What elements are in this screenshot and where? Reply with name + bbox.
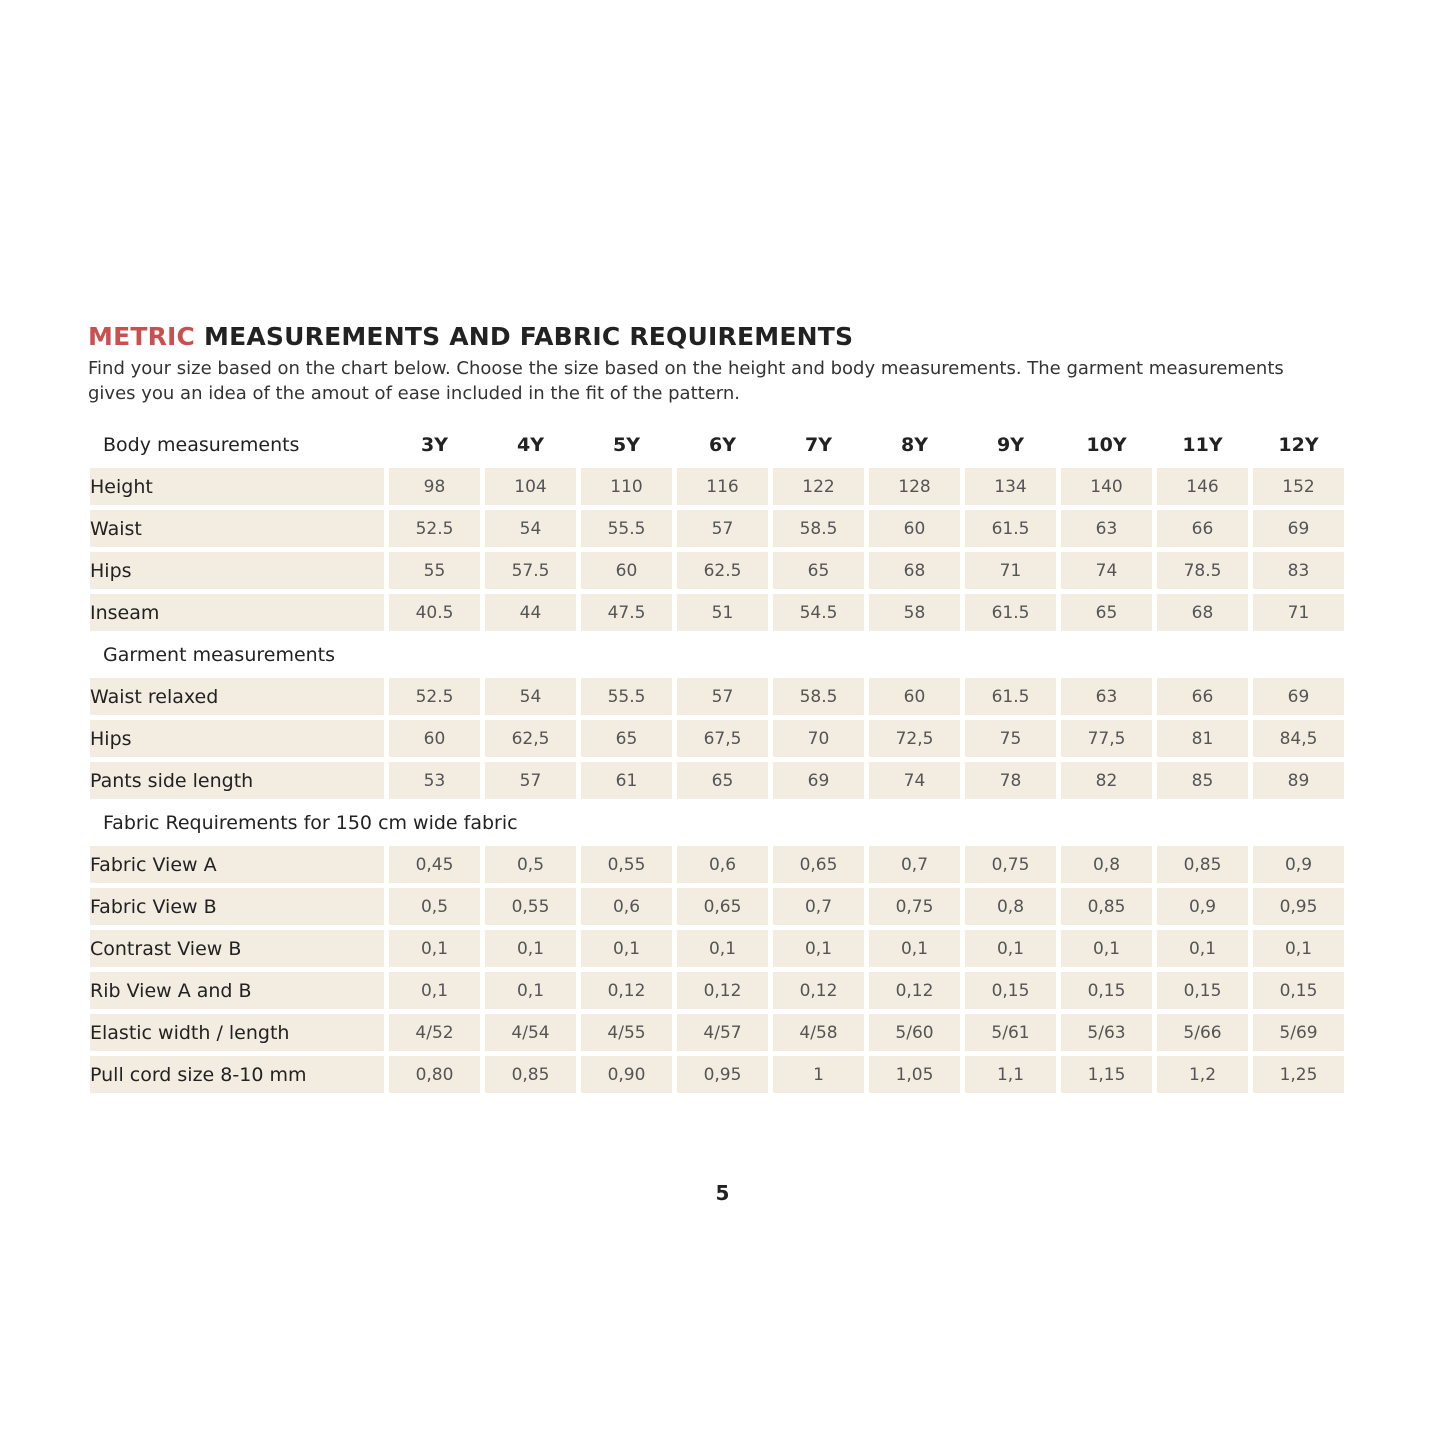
- table-cell: 0,1: [389, 930, 480, 967]
- section-header-row: [90, 636, 1344, 673]
- size-column-header: 12Y: [1278, 433, 1319, 456]
- table-cell: 0,45: [389, 846, 480, 883]
- table-cell: 0,15: [1253, 972, 1344, 1009]
- table-row: [90, 1014, 1344, 1051]
- section-label: Garment measurements: [103, 643, 336, 666]
- table-cell: 0,65: [773, 846, 864, 883]
- table-cell: 0,1: [773, 930, 864, 967]
- table-cell: 0,12: [773, 972, 864, 1009]
- table-cell: 0,80: [389, 1056, 480, 1093]
- row-label: Contrast View B: [90, 930, 384, 967]
- table-cell: 0,1: [1157, 930, 1248, 967]
- table-cell: 146: [1157, 468, 1248, 505]
- table-cell: 65: [581, 720, 672, 757]
- table-cell: 61.5: [965, 594, 1056, 631]
- section-label: Body measurements: [103, 433, 300, 456]
- table-cell: 55.5: [581, 678, 672, 715]
- table-cell: 62.5: [677, 552, 768, 589]
- table-cell: 0,15: [1061, 972, 1152, 1009]
- table-cell: 0,15: [965, 972, 1056, 1009]
- row-label: Hips: [90, 552, 384, 589]
- table-cell: 0,55: [581, 846, 672, 883]
- section-label: Fabric Requirements for 150 cm wide fabric: [103, 811, 518, 834]
- table-cell: 68: [869, 552, 960, 589]
- table-row: [90, 594, 1344, 631]
- table-cell: 71: [965, 552, 1056, 589]
- row-label: Pants side length: [90, 762, 384, 799]
- row-label: Waist relaxed: [90, 678, 384, 715]
- table-cell: 85: [1157, 762, 1248, 799]
- table-cell: 0,95: [1253, 888, 1344, 925]
- table-cell: 0,6: [677, 846, 768, 883]
- table-cell: 0,5: [389, 888, 480, 925]
- table-cell: 66: [1157, 510, 1248, 547]
- table-cell: 53: [389, 762, 480, 799]
- table-row: [90, 678, 1344, 715]
- table-cell: 60: [581, 552, 672, 589]
- table-cell: 55.5: [581, 510, 672, 547]
- table-cell: 74: [869, 762, 960, 799]
- table-cell: 128: [869, 468, 960, 505]
- table-cell: 1: [773, 1056, 864, 1093]
- intro-line-2: gives you an idea of the amout of ease included in the fit of the pattern.: [88, 383, 740, 404]
- table-row: [90, 468, 1344, 505]
- row-label: Height: [90, 468, 384, 505]
- size-column-header: 6Y: [709, 433, 736, 456]
- table-cell: 60: [389, 720, 480, 757]
- table-cell: 65: [677, 762, 768, 799]
- table-cell: 58.5: [773, 510, 864, 547]
- table-cell: 5/66: [1157, 1014, 1248, 1051]
- table-cell: 57: [677, 678, 768, 715]
- table-cell: 58: [869, 594, 960, 631]
- table-cell: 0,7: [869, 846, 960, 883]
- table-cell: 1,25: [1253, 1056, 1344, 1093]
- table-cell: 0,95: [677, 1056, 768, 1093]
- table-cell: 63: [1061, 510, 1152, 547]
- row-label: Fabric View A: [90, 846, 384, 883]
- title-rest: MEASUREMENTS AND FABRIC REQUIREMENTS: [195, 322, 854, 351]
- table-cell: 0,9: [1157, 888, 1248, 925]
- table-cell: 0,6: [581, 888, 672, 925]
- table-cell: 0,75: [965, 846, 1056, 883]
- table-cell: 47.5: [581, 594, 672, 631]
- size-column-header: 3Y: [421, 433, 448, 456]
- table-cell: 77,5: [1061, 720, 1152, 757]
- size-column-header: 9Y: [997, 433, 1024, 456]
- table-cell: 61.5: [965, 510, 1056, 547]
- row-label: Inseam: [90, 594, 384, 631]
- size-column-header: 7Y: [805, 433, 832, 456]
- table-cell: 5/61: [965, 1014, 1056, 1051]
- table-cell: 5/63: [1061, 1014, 1152, 1051]
- table-cell: 67,5: [677, 720, 768, 757]
- table-cell: 0,1: [677, 930, 768, 967]
- table-cell: 0,1: [389, 972, 480, 1009]
- table-cell: 0,7: [773, 888, 864, 925]
- row-label: Elastic width / length: [90, 1014, 384, 1051]
- table-cell: 0,90: [581, 1056, 672, 1093]
- table-row: [90, 720, 1344, 757]
- table-cell: 0,12: [677, 972, 768, 1009]
- table-cell: 5/60: [869, 1014, 960, 1051]
- table-cell: 5/69: [1253, 1014, 1344, 1051]
- table-cell: 58.5: [773, 678, 864, 715]
- table-cell: 69: [1253, 510, 1344, 547]
- table-cell: 65: [1061, 594, 1152, 631]
- table-cell: 60: [869, 510, 960, 547]
- section-header-row: [90, 804, 1344, 841]
- row-label: Rib View A and B: [90, 972, 384, 1009]
- table-cell: 0,1: [869, 930, 960, 967]
- table-cell: 83: [1253, 552, 1344, 589]
- table-cell: 0,65: [677, 888, 768, 925]
- table-cell: 57: [485, 762, 576, 799]
- table-cell: 0,5: [485, 846, 576, 883]
- table-cell: 116: [677, 468, 768, 505]
- table-row: [90, 888, 1344, 925]
- table-cell: 104: [485, 468, 576, 505]
- table-cell: 4/52: [389, 1014, 480, 1051]
- table-cell: 74: [1061, 552, 1152, 589]
- table-cell: 4/58: [773, 1014, 864, 1051]
- table-cell: 69: [773, 762, 864, 799]
- size-chart-table: [85, 421, 1349, 1098]
- intro-line-1: Find your size based on the chart below. Choose the size based on the height and body measurements. The garment measurements: [88, 358, 1284, 379]
- table-cell: 0,1: [1061, 930, 1152, 967]
- table-cell: 84,5: [1253, 720, 1344, 757]
- table-cell: 140: [1061, 468, 1152, 505]
- table-cell: 0,85: [485, 1056, 576, 1093]
- page-title: [88, 322, 853, 351]
- table-cell: 0,1: [965, 930, 1056, 967]
- row-label: Pull cord size 8-10 mm: [90, 1056, 384, 1093]
- size-column-header: 11Y: [1182, 433, 1223, 456]
- table-cell: 57.5: [485, 552, 576, 589]
- table-cell: 110: [581, 468, 672, 505]
- row-label: Waist: [90, 510, 384, 547]
- table-cell: 4/55: [581, 1014, 672, 1051]
- table-cell: 55: [389, 552, 480, 589]
- table-cell: 51: [677, 594, 768, 631]
- table-row: [90, 846, 1344, 883]
- table-cell: 134: [965, 468, 1056, 505]
- table-cell: 66: [1157, 678, 1248, 715]
- table-cell: 0,85: [1061, 888, 1152, 925]
- table-cell: 75: [965, 720, 1056, 757]
- table-cell: 61.5: [965, 678, 1056, 715]
- table-cell: 1,15: [1061, 1056, 1152, 1093]
- table-cell: 63: [1061, 678, 1152, 715]
- table-row: [90, 510, 1344, 547]
- intro-text: [88, 356, 1358, 406]
- table-cell: 0,1: [581, 930, 672, 967]
- size-column-header: 4Y: [517, 433, 544, 456]
- table-cell: 0,8: [1061, 846, 1152, 883]
- table-cell: 0,12: [869, 972, 960, 1009]
- table-cell: 82: [1061, 762, 1152, 799]
- table-cell: 98: [389, 468, 480, 505]
- table-cell: 89: [1253, 762, 1344, 799]
- size-column-header: 10Y: [1086, 433, 1127, 456]
- table-cell: 54: [485, 678, 576, 715]
- table-cell: 1,05: [869, 1056, 960, 1093]
- table-row: [90, 552, 1344, 589]
- table-cell: 44: [485, 594, 576, 631]
- table-cell: 70: [773, 720, 864, 757]
- table-cell: 0,1: [485, 972, 576, 1009]
- table-cell: 0,55: [485, 888, 576, 925]
- table-cell: 0,9: [1253, 846, 1344, 883]
- table-cell: 4/54: [485, 1014, 576, 1051]
- table-cell: 0,15: [1157, 972, 1248, 1009]
- table-cell: 0,75: [869, 888, 960, 925]
- table-cell: 54.5: [773, 594, 864, 631]
- table-cell: 71: [1253, 594, 1344, 631]
- table-cell: 65: [773, 552, 864, 589]
- table-cell: 152: [1253, 468, 1344, 505]
- table-cell: 52.5: [389, 678, 480, 715]
- table-cell: 78.5: [1157, 552, 1248, 589]
- table-cell: 81: [1157, 720, 1248, 757]
- table-row: [90, 762, 1344, 799]
- table-cell: 122: [773, 468, 864, 505]
- table-cell: 0,12: [581, 972, 672, 1009]
- row-label: Fabric View B: [90, 888, 384, 925]
- table-cell: 1,2: [1157, 1056, 1248, 1093]
- table-cell: 1,1: [965, 1056, 1056, 1093]
- page-number: 5: [715, 1181, 730, 1205]
- table-row: [90, 1056, 1344, 1093]
- table-cell: 0,1: [1253, 930, 1344, 967]
- table-cell: 60: [869, 678, 960, 715]
- table-cell: 0,85: [1157, 846, 1248, 883]
- size-column-header: 8Y: [901, 433, 928, 456]
- size-column-header: 5Y: [613, 433, 640, 456]
- table-cell: 4/57: [677, 1014, 768, 1051]
- table-cell: 78: [965, 762, 1056, 799]
- table-cell: 0,8: [965, 888, 1056, 925]
- table-cell: 68: [1157, 594, 1248, 631]
- table-row: [90, 972, 1344, 1009]
- table-cell: 0,1: [485, 930, 576, 967]
- title-accent: METRIC: [88, 322, 196, 351]
- table-cell: 54: [485, 510, 576, 547]
- table-cell: 72,5: [869, 720, 960, 757]
- table-cell: 57: [677, 510, 768, 547]
- section-header-row: [90, 426, 1344, 463]
- table-row: [90, 930, 1344, 967]
- table-cell: 40.5: [389, 594, 480, 631]
- table-cell: 61: [581, 762, 672, 799]
- table-cell: 52.5: [389, 510, 480, 547]
- row-label: Hips: [90, 720, 384, 757]
- table-cell: 62,5: [485, 720, 576, 757]
- table-cell: 69: [1253, 678, 1344, 715]
